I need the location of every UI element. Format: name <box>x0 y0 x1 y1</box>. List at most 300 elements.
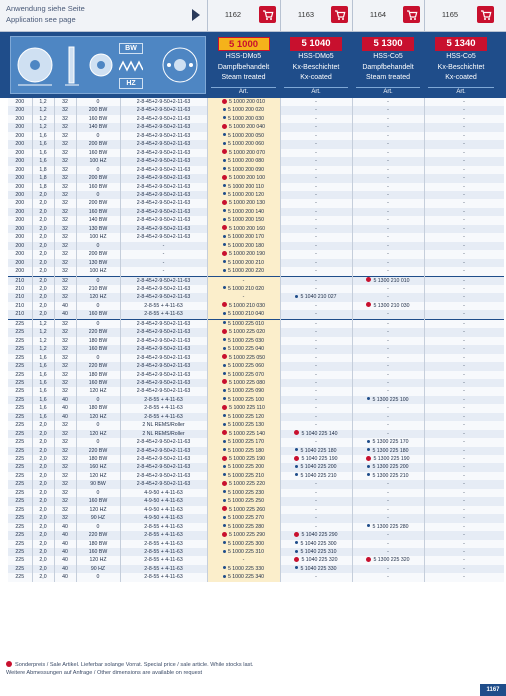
cell-art-5-1000[interactable] <box>207 565 280 573</box>
cell-art-5-1340 <box>424 497 504 505</box>
cell-bore <box>54 548 76 556</box>
cell-text: 200 <box>15 166 25 173</box>
cell-thickness <box>32 276 54 285</box>
cell-text: - <box>315 234 317 241</box>
cell-art-5-1300[interactable] <box>352 276 424 285</box>
cell-text: 2-8-45+2-9-50+2-11-63 <box>136 354 191 361</box>
cell-diameter <box>8 506 32 514</box>
cell-art-5-1040 <box>280 191 352 199</box>
cell-text: 220 BW <box>88 329 108 336</box>
cell-art-5-1000[interactable] <box>207 463 280 471</box>
cell-text: 2-8-55 + 4-11-63 <box>144 532 183 539</box>
cell-bore <box>54 489 76 497</box>
cell-text: 5 1000 225 330 <box>227 565 265 572</box>
cell-text: 32 <box>62 208 68 215</box>
cell-text: 5 1000 225 190 <box>228 456 266 463</box>
cell-thickness <box>32 565 54 573</box>
table-row <box>8 379 504 387</box>
cell-art-5-1040[interactable] <box>280 531 352 539</box>
cell-text: 5 1040 225 310 <box>300 549 337 556</box>
cell-art-5-1000[interactable] <box>207 191 280 199</box>
cell-teeth <box>76 497 120 505</box>
cell-art-5-1000[interactable] <box>207 98 280 106</box>
cell-art-5-1000[interactable] <box>207 404 280 412</box>
cell-art-5-1300 <box>352 497 424 505</box>
cell-art-5-1000[interactable] <box>207 362 280 370</box>
cell-text: 2,0 <box>39 225 47 232</box>
bullet-icon <box>223 566 226 569</box>
cell-pinholes <box>120 166 207 174</box>
table-row <box>8 242 504 250</box>
sale-dot-icon <box>294 532 299 537</box>
cell-art-5-1000[interactable] <box>207 573 280 581</box>
cell-art-5-1300 <box>352 132 424 140</box>
cell-art-5-1000[interactable] <box>207 337 280 345</box>
cell-text: 225 <box>15 464 25 471</box>
cell-diameter <box>8 379 32 387</box>
cell-art-5-1300 <box>352 242 424 250</box>
cell-bore <box>54 233 76 241</box>
cell-text: 100 HZ <box>89 268 107 275</box>
cell-art-5-1300 <box>352 337 424 345</box>
product-finish-de: Dampfbehandelt <box>217 63 270 71</box>
cell-text: - <box>463 422 465 429</box>
cell-art-5-1000[interactable] <box>207 310 280 319</box>
cell-text: 225 <box>15 447 25 454</box>
cell-text: 200 <box>15 124 25 131</box>
cell-text: - <box>463 294 465 301</box>
cell-text: - <box>315 268 317 275</box>
cell-art-5-1040 <box>280 140 352 148</box>
cell-text: 5 1000 225 300 <box>227 540 265 547</box>
cell-pinholes <box>120 310 207 319</box>
cell-art-5-1000[interactable] <box>207 250 280 258</box>
table-row <box>8 98 504 106</box>
cell-bore <box>54 387 76 395</box>
cell-diameter <box>8 98 32 106</box>
cell-art-5-1000[interactable] <box>207 497 280 505</box>
cell-art-5-1000[interactable] <box>207 447 280 455</box>
cell-art-5-1000[interactable] <box>207 472 280 480</box>
cell-teeth <box>76 106 120 114</box>
cell-diameter <box>8 413 32 421</box>
cell-text: 40 <box>62 557 68 564</box>
cell-pinholes <box>120 455 207 463</box>
cell-art-5-1340 <box>424 337 504 345</box>
cell-art-5-1300[interactable] <box>352 523 424 531</box>
cell-diameter <box>8 250 32 258</box>
cell-text: - <box>387 371 389 378</box>
bullet-icon <box>223 167 226 170</box>
cell-art-5-1000 <box>207 276 280 285</box>
cell-teeth <box>76 387 120 395</box>
cell-art-5-1040[interactable] <box>280 540 352 548</box>
cell-art-5-1040[interactable] <box>280 455 352 463</box>
cell-art-5-1000[interactable] <box>207 480 280 488</box>
cell-art-5-1340 <box>424 140 504 148</box>
cell-text: 1,6 <box>39 354 47 361</box>
cell-text: - <box>463 540 465 547</box>
cart-icon[interactable] <box>331 6 348 23</box>
table-row <box>8 310 504 319</box>
cell-art-5-1000[interactable] <box>207 242 280 250</box>
cell-teeth <box>76 404 120 412</box>
cell-art-5-1000[interactable] <box>207 387 280 395</box>
cell-art-5-1040 <box>280 514 352 522</box>
cell-art-5-1300 <box>352 199 424 207</box>
pinhole-icon <box>157 43 203 89</box>
cell-diameter <box>8 489 32 497</box>
bullet-icon <box>295 550 298 553</box>
table-row <box>8 472 504 480</box>
cell-art-5-1040[interactable] <box>280 556 352 564</box>
table-row <box>8 421 504 429</box>
cell-text: 2-8-45+2-9-50+2-11-63 <box>136 371 191 378</box>
bullet-icon <box>295 465 298 468</box>
cell-text: 32 <box>62 251 68 258</box>
cell-text: 200 <box>15 175 25 182</box>
cell-art-5-1000[interactable] <box>207 149 280 157</box>
cell-text: 5 1000 200 070 <box>228 149 266 156</box>
cell-teeth <box>76 413 120 421</box>
cell-bore <box>54 199 76 207</box>
cell-text: 32 <box>62 259 68 266</box>
cell-text: 2,0 <box>39 439 47 446</box>
cell-art-5-1300[interactable] <box>352 556 424 564</box>
cell-text: - <box>315 259 317 266</box>
cell-text: 180 BW <box>88 456 108 463</box>
cell-art-5-1300 <box>352 233 424 241</box>
cell-art-5-1000[interactable] <box>207 183 280 191</box>
product-5-1040 <box>280 32 352 98</box>
cell-text: 1,6 <box>39 396 47 403</box>
cell-text: 2-8-45+2-9-50+2-11-63 <box>136 149 191 156</box>
cell-text: 2,0 <box>39 515 47 522</box>
cell-text: 2,0 <box>39 302 47 309</box>
cell-text: - <box>162 251 165 258</box>
cell-text: 225 <box>15 337 25 344</box>
cell-art-5-1340 <box>424 132 504 140</box>
cell-text: - <box>463 234 465 241</box>
cell-text: 40 <box>62 396 68 403</box>
cell-text: - <box>463 413 465 420</box>
cell-art-5-1000[interactable] <box>207 455 280 463</box>
cell-art-5-1000[interactable] <box>207 166 280 174</box>
cell-thickness <box>32 573 54 581</box>
bullet-icon <box>223 347 226 350</box>
cell-text: 0 <box>96 99 100 105</box>
cell-text: - <box>387 132 389 139</box>
cell-art-5-1340 <box>424 233 504 241</box>
cell-teeth <box>76 250 120 258</box>
cell-thickness <box>32 310 54 319</box>
cell-text: - <box>387 141 389 148</box>
cart-icon[interactable] <box>259 6 276 23</box>
cell-text: 5 1000 200 220 <box>227 268 265 275</box>
cell-art-5-1300 <box>352 573 424 581</box>
bullet-icon <box>295 566 298 569</box>
cell-text: 5 1000 200 100 <box>228 175 266 182</box>
cell-art-5-1040[interactable] <box>280 548 352 556</box>
cell-text: - <box>463 456 465 463</box>
cell-teeth <box>76 379 120 387</box>
cell-bore <box>54 276 76 285</box>
cell-text: - <box>315 405 317 412</box>
cell-thickness <box>32 225 54 233</box>
cell-text: - <box>463 523 465 530</box>
table-row <box>8 140 504 148</box>
cell-art-5-1000[interactable] <box>207 396 280 404</box>
cell-text: 210 <box>15 277 25 284</box>
sale-dot-icon <box>222 481 227 486</box>
cell-art-5-1300 <box>352 565 424 573</box>
cell-bore <box>54 421 76 429</box>
cell-art-5-1040[interactable] <box>280 447 352 455</box>
cell-art-5-1300[interactable] <box>352 438 424 446</box>
play-arrow-icon[interactable] <box>192 9 200 21</box>
cell-text: 2,0 <box>39 200 47 207</box>
cell-text: 1,8 <box>39 166 47 173</box>
cell-bore <box>54 396 76 404</box>
cell-art-5-1300 <box>352 531 424 539</box>
cell-art-5-1340 <box>424 379 504 387</box>
cart-icon[interactable] <box>477 6 494 23</box>
cell-text: 32 <box>62 149 68 156</box>
cell-bore <box>54 191 76 199</box>
cell-art-5-1040[interactable] <box>280 565 352 573</box>
cell-art-5-1000 <box>207 556 280 564</box>
cell-text: 1,8 <box>39 175 47 182</box>
cell-art-5-1000[interactable] <box>207 225 280 233</box>
cell-text: - <box>463 549 465 556</box>
sale-dot-icon <box>366 302 371 307</box>
cell-art-5-1040[interactable] <box>280 463 352 471</box>
product-5-1300 <box>352 32 424 98</box>
cell-art-5-1000[interactable] <box>207 319 280 328</box>
cell-art-5-1300 <box>352 489 424 497</box>
cell-art-5-1000[interactable] <box>207 438 280 446</box>
cell-thickness <box>32 191 54 199</box>
cell-text: 32 <box>62 268 68 275</box>
cell-art-5-1000[interactable] <box>207 302 280 310</box>
cell-text: 2-8-45+2-9-50+2-11-63 <box>136 115 191 122</box>
table-row <box>8 149 504 157</box>
cell-art-5-1040 <box>280 345 352 353</box>
cell-pinholes <box>120 199 207 207</box>
cell-text: 225 <box>15 506 25 513</box>
cell-art-5-1300[interactable] <box>352 455 424 463</box>
cell-diameter <box>8 540 32 548</box>
cell-text: 2-8-45+2-9-50+2-11-63 <box>136 456 191 463</box>
cell-art-5-1000[interactable] <box>207 548 280 556</box>
product-material: HSS-Co5 <box>373 53 403 60</box>
cell-diameter <box>8 191 32 199</box>
cell-teeth <box>76 98 120 106</box>
cell-art-5-1040 <box>280 149 352 157</box>
table-row <box>8 413 504 421</box>
cell-text: 2,0 <box>39 481 47 488</box>
cell-diameter <box>8 387 32 395</box>
cell-text: 5 1000 225 110 <box>229 405 265 412</box>
cell-pinholes <box>120 497 207 505</box>
cell-text: 5 1000 225 080 <box>228 379 266 386</box>
cell-text: - <box>387 565 389 572</box>
cell-text: - <box>463 183 465 190</box>
cell-art-5-1000[interactable] <box>207 115 280 123</box>
cell-text: 32 <box>62 242 68 249</box>
cell-text: 2-8-55 + 4-11-63 <box>144 557 183 564</box>
cell-text: 5 1000 200 110 <box>228 183 264 190</box>
cell-text: 2-8-45+2-9-50+2-11-63 <box>136 132 191 139</box>
cell-art-5-1340 <box>424 387 504 395</box>
cell-text: 0 <box>96 396 100 403</box>
cell-text: 220 BW <box>88 532 108 539</box>
cell-art-5-1340 <box>424 199 504 207</box>
cell-text: 210 <box>15 302 25 309</box>
cell-art-5-1000[interactable] <box>207 216 280 224</box>
cell-art-5-1000[interactable] <box>207 540 280 548</box>
cell-bore <box>54 149 76 157</box>
cell-text: - <box>387 354 389 361</box>
cell-diameter <box>8 396 32 404</box>
cell-art-5-1000[interactable] <box>207 421 280 429</box>
cell-pinholes <box>120 302 207 310</box>
cell-art-5-1300 <box>352 293 424 301</box>
cell-diameter <box>8 216 32 224</box>
cell-diameter <box>8 362 32 370</box>
cell-diameter <box>8 302 32 310</box>
cell-text: 225 <box>15 472 25 479</box>
cell-text: 225 <box>15 379 25 386</box>
sale-dot-icon <box>222 124 227 129</box>
cell-art-5-1000[interactable] <box>207 132 280 140</box>
cell-text: - <box>315 302 317 309</box>
cell-teeth <box>76 310 120 319</box>
footer-notes <box>6 661 506 677</box>
cell-text: 5 1000 200 010 <box>228 99 266 105</box>
cell-art-5-1000[interactable] <box>207 430 280 438</box>
cell-art-5-1000[interactable] <box>207 208 280 216</box>
cell-text: 40 <box>62 532 68 539</box>
cell-text: 5 1300 210 010 <box>373 277 410 284</box>
cell-art-5-1000[interactable] <box>207 174 280 182</box>
cell-pinholes <box>120 337 207 345</box>
cell-art-5-1000[interactable] <box>207 379 280 387</box>
cell-text: 5 1300 225 200 <box>372 464 409 471</box>
cell-text: 2,0 <box>39 549 47 556</box>
cell-art-5-1000[interactable] <box>207 523 280 531</box>
cell-thickness <box>32 548 54 556</box>
cell-text: 5 1000 200 130 <box>228 200 266 207</box>
cell-art-5-1000[interactable] <box>207 267 280 276</box>
cell-text: 2,0 <box>39 430 47 437</box>
table-body <box>8 98 504 582</box>
cell-text: 200 <box>15 158 25 165</box>
cell-bore <box>54 225 76 233</box>
cell-art-5-1000[interactable] <box>207 413 280 421</box>
cart-icon[interactable] <box>403 6 420 23</box>
bullet-icon <box>295 448 298 451</box>
cell-text: 2,0 <box>39 217 47 224</box>
cell-art-5-1000[interactable] <box>207 285 280 293</box>
cell-text: - <box>463 175 465 182</box>
cell-art-5-1300[interactable] <box>352 302 424 310</box>
cell-art-5-1000[interactable] <box>207 345 280 353</box>
cell-art-5-1000[interactable] <box>207 259 280 267</box>
cell-pinholes <box>120 354 207 362</box>
cell-teeth <box>76 123 120 131</box>
cell-art-5-1000[interactable] <box>207 354 280 362</box>
cell-art-5-1040[interactable] <box>280 430 352 438</box>
cell-text: - <box>387 115 389 122</box>
cell-art-5-1000[interactable] <box>207 106 280 114</box>
cell-text: 2,0 <box>39 251 47 258</box>
cell-thickness <box>32 183 54 191</box>
cell-text: 160 BW <box>88 311 108 318</box>
cell-text: - <box>162 242 165 249</box>
cell-art-5-1000[interactable] <box>207 199 280 207</box>
cell-art-5-1000[interactable] <box>207 506 280 514</box>
table-row <box>8 345 504 353</box>
cell-text: 160 BW <box>88 549 108 556</box>
cell-text: 1,2 <box>39 107 47 114</box>
cell-art-5-1300[interactable] <box>352 472 424 480</box>
cell-text: - <box>463 149 465 156</box>
cell-art-5-1000[interactable] <box>207 328 280 336</box>
cell-art-5-1000[interactable] <box>207 157 280 165</box>
sale-dot-icon <box>222 251 227 256</box>
cell-teeth <box>76 345 120 353</box>
cell-text: 2 NL REMS/Roller <box>142 422 185 429</box>
cell-art-5-1300[interactable] <box>352 447 424 455</box>
cell-text: 0 <box>96 166 100 173</box>
cell-text: 5 1000 200 060 <box>227 141 265 148</box>
cell-text: 5 1300 210 030 <box>373 302 410 309</box>
table-row <box>8 319 504 328</box>
cell-art-5-1340 <box>424 404 504 412</box>
cell-text: - <box>242 294 245 301</box>
cell-text: 0 <box>96 277 100 284</box>
cell-art-5-1000[interactable] <box>207 371 280 379</box>
cell-pinholes <box>120 319 207 328</box>
cell-art-5-1300[interactable] <box>352 396 424 404</box>
cell-art-5-1040[interactable] <box>280 293 352 301</box>
cell-text: 200 <box>15 259 25 266</box>
bullet-icon <box>223 541 226 544</box>
cell-art-5-1040[interactable] <box>280 472 352 480</box>
cell-art-5-1300[interactable] <box>352 463 424 471</box>
cell-art-5-1000[interactable] <box>207 531 280 539</box>
cell-pinholes <box>120 404 207 412</box>
cell-text: - <box>463 379 465 386</box>
product-5-1340 <box>424 32 498 98</box>
cell-bore <box>54 540 76 548</box>
cell-art-5-1300 <box>352 514 424 522</box>
cell-art-5-1000[interactable] <box>207 123 280 131</box>
cell-text: 4-9-50 + 4-11-63 <box>144 515 183 522</box>
cell-text: - <box>463 388 465 395</box>
cell-bore <box>54 106 76 114</box>
cell-art-5-1000[interactable] <box>207 514 280 522</box>
cell-teeth <box>76 199 120 207</box>
cell-art-5-1000[interactable] <box>207 140 280 148</box>
cell-text: 5 1000 225 120 <box>227 413 265 420</box>
cell-thickness <box>32 132 54 140</box>
cell-bore <box>54 447 76 455</box>
cell-text: - <box>315 107 317 114</box>
cell-art-5-1000[interactable] <box>207 489 280 497</box>
cell-art-5-1000[interactable] <box>207 233 280 241</box>
